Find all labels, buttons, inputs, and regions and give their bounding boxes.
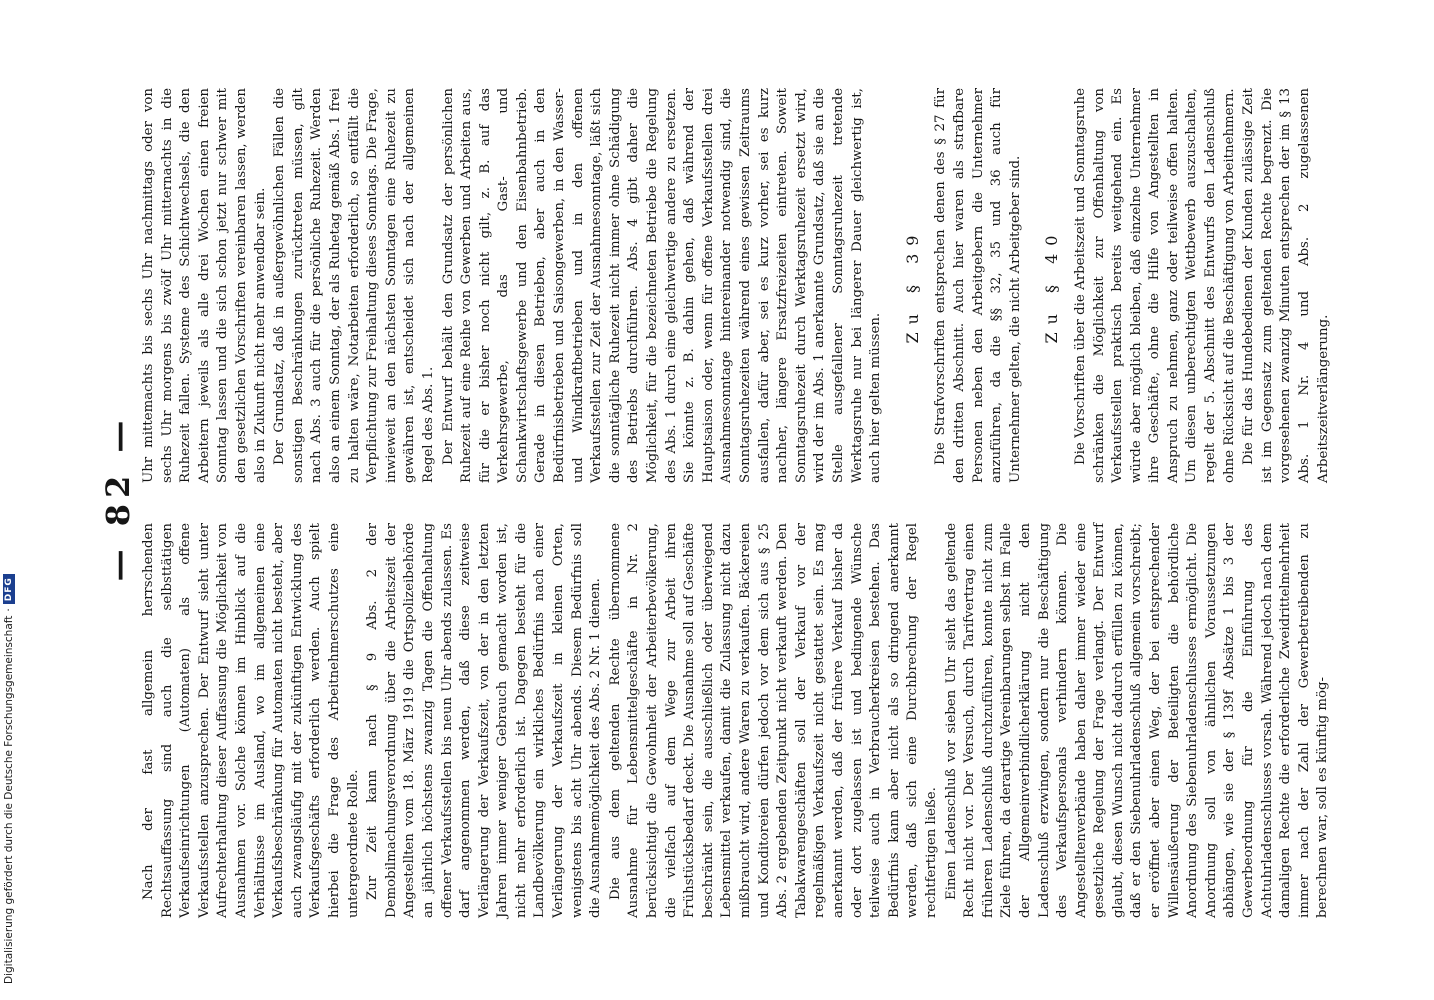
paragraph: Uhr mittemachts bis sechs Uhr nachmittags oder von sechs Uhr morgens bis zwölf Uhr mitternachts in die Ruhezeit fallen. Systeme des Schichtwechsels, die den Arbeitern jeweils als alle drei Wochen einen freien Sonntag lassen und die sich schon jetzt nur schwer mit den gesetzlichen Vorschriften vereinbaren lassen, werden also in Zukunft nicht mehr anwendbar sein. xyxy=(141,88,268,483)
paragraph: Nach der fast allgemein herrschenden Rechtsauffassung sind auch die selbsttätigen Verkaufseinrichtungen (Automaten) als offene Verkaufsstellen anzusprechen. Der Entwurf sieht unter Aufrechterhaltung dieser Auffassung die Möglichkeit von Ausnahmen vor. Solche können im Hinblick auf die Verhältnisse im Ausland, wo im allgemeinen eine Verkaufsbeschränkung für Automaten nicht besteht, aber auch zwangsläufig mit der zukünftigen Entwicklung des Verkaufsgeschäfts erforderlich werden. Auch spielt hierbei die Frage des Arbeitnehmerschutzes eine untergeordnete Rolle. xyxy=(141,523,361,918)
scanned-page xyxy=(100,78,1340,918)
credit-separator: · xyxy=(3,608,15,612)
section-heading: Zu § 39 xyxy=(902,227,922,344)
section-heading: Zu § 40 xyxy=(1042,227,1062,344)
digitization-credit xyxy=(0,284,18,984)
paragraph: Die aus dem geltenden Rechte übernommene Ausnahme für Lebensmittelgeschäfte in Nr. 2 berücksichtigt die Gewohnheit der Arbeiterbevölkerung, die vielfach auf dem Wege zur Arbeit ihren Frühstücksbedarf deckt. Die Ausnahme soll auf Geschäfte beschränkt sein, die ausschließlich oder überwiegend Lebensmittel verkaufen, damit die Zulassung nicht dazu mißbraucht wird, andere Waren zu verkaufen. Bäckereien und Konditoreien dürfen jedoch vor dem sich aus § 25 Abs. 2 ergebenden Zeitpunkt nicht verkauft werden. Den Tabakwarengeschäften soll der Verkauf vor der regelmäßigen Verkaufszeit nicht gestattet sein. Es mag anerkannt werden, daß der frühere Verkauf bisher da oder dort zugelassen ist und bedingende Wünsche teilweise auch in Verbraucherkreisen bestehen. Das Bedürfnis kann aber nicht als so dringend anerkannt werden, daß sich eine Durchbrechung der Regel rechtfertigen ließe. xyxy=(607,523,939,918)
paragraph: Der Grundsatz, daß in außergewöhnlichen Fällen die sonstigen Beschränkungen zurücktreten müssen, gilt nach Abs. 3 auch für die persönliche Ruhezeit. Werden also an einem Sonntag, der als Ruhetag gemäß Abs. 1 frei zu halten wäre, Notarbeiten erforderlich, so entfällt die Verpflichtung zur Freihaltung dieses Sonntags. Die Frage, inwieweit an den nächsten Sonntagen eine Ruhezeit zu gewähren ist, entscheidet sich nach der allgemeinen Regel des Abs. 1. xyxy=(272,88,436,483)
credit-text: Digitalisierung gefördert durch die Deutsche Forschungsgemeinschaft xyxy=(3,615,15,984)
paragraph: Einen Ladenschluß vor sieben Uhr sieht das geltende Recht nicht vor. Der Versuch, durch Tarifvertrag einen früheren Ladenschluß durchzuführen, konnte nicht zum Ziele führen, da derartige Vereinbarungen selbst im Falle der Allgemeinverbindlicherklärung nicht den Ladenschluß erzwingen, sondern nur die Beschäftigung des Verkaufspersonals verhindern können. Die Angestelltenverbände haben daher immer wieder eine gesetzliche Regelung der Frage verlangt. Der Entwurf glaubt, diesen Wunsch nicht dadurch erfüllen zu können, daß er den Siebenuhrladenschluß allgemein vorschreibt; er eröffnet aber einen Weg, der bei entsprechender Willensäußerung der Beteiligten die behördliche Anordnung des Siebenuhrladenschlusses ermöglicht. Die Anordnung soll von ähnlichen Voraussetzungen abhängen, wie sie der § 139f Absätze 1 bis 3 der Gewerbeordnung für die Einführung des Achtuhrladenschlusses vorsah. Während jedoch nach dem damaligen Rechte die erforderliche Zweidrittelmehrheit immer nach der Zahl der Gewerbetreibenden zu berechnen war, soll es künftig mög- xyxy=(943,523,1331,918)
paragraph: Der Entwurf behält den Grundsatz der persönlichen Ruhezeit auf eine Reihe von Gewerben und Arbeiten aus, für die er bisher noch nicht gilt, z. B. auf das Verkehrsgewerbe, das Gast- und Schankwirtschaftsgewerbe und den Eisenbahnbetrieb. Gerade in diesen Betrieben, aber auch in den Bedürfnisbetrieben und Saisongewerben, in den Wasser- und Windkraftbetrieben und in den offenen Verkaufsstellen zur Zeit der Ausnahmesonntage, läßt sich die sonntägliche Ruhezeit nicht immer ohne Schädigung des Betriebs durchführen. Abs. 4 gibt daher die Möglichkeit, für die bezeichneten Betriebe die Regelung des Abs. 1 durch eine gleichwertige andere zu ersetzen. Sie könnte z. B. dahin gehen, daß während der Hauptsaison oder, wenn für offene Verkaufsstellen drei Ausnahmesonntage hintereinander notwendig sind, die Sonntagsruhezeiten während eines gewissen Zeitraums ausfallen, dafür aber, sei es kurz vorher, sei es kurz nachher, längere Ersatzfreizeiten eintreten. Soweit Sonntagsruhezeit durch Werktagsruhezeit ersetzt wird, wird der im Abs. 1 anerkannte Grundsatz, daß sie an die Stelle ausgefallener Sonntagsruhezeit tretende Werktagsruhe nur bei längerer Dauer gleichwertig ist, auch hier gelten müssen. xyxy=(440,88,884,483)
right-column xyxy=(140,88,1331,483)
page-number: — 82 — xyxy=(99,414,137,582)
paragraph: Die Vorschriften über die Arbeitszeit und Sonntagsruhe schränken die Möglichkeit zur Offenhaltung von Verkaufsstellen praktisch bereits weitgehend ein. Es würde aber möglich bleiben, daß einzelne Unternehmer ihre Geschäfte, ohne die Hilfe von Angestellten in Anspruch zu nehmen, ganz oder teilweise offen halten. Um diesen unberechtigten Wettbewerb auszuschalten, regelt der 5. Abschnitt des Entwurfs den Ladenschluß ohne Rücksicht auf die Beschäftigung von Arbeitnehmern. xyxy=(1072,88,1237,483)
paragraph: Zur Zeit kann nach § 9 Abs. 2 der Demobilmachungsverordnung über die Arbeitszeit der Angestellten vom 18. März 1919 die Ortspolizeibehörde an jährlich höchstens zwanzig Tagen die Offenhaltung offener Verkaufsstellen bis neun Uhr abends zulassen. Es darf angenommen werden, daß diese zeitweise Verlängerung der Verkaufszeit, von der in den letzten Jahren immer weniger Gebrauch gemacht worden ist, nicht mehr erforderlich ist. Dagegen besteht für die Landbevölkerung ein wirkliches Bedürfnis nach einer Verlängerung der Verkaufszeit in kleinen Orten, wenigstens bis acht Uhr abends. Diesem Bedürfnis soll die Ausnahmemöglichkeit des Abs. 2 Nr. 1 dienen. xyxy=(365,523,604,918)
paragraph: Die Strafvorschriften entsprechen denen des § 27 für den dritten Abschnitt. Auch hier waren als strafbare Personen neben den Arbeitgebern die Unternehmer anzuführen, da die §§ 32, 35 und 36 auch für Unternehmer gelten, die nicht Arbeitgeber sind. xyxy=(933,88,1023,483)
left-column xyxy=(140,523,1331,918)
dfg-logo-icon: DFG xyxy=(3,574,15,604)
paragraph: Die für das Hundebedienen der Kunden zulässige Zeit ist im Gegensatz zum geltenden Rechte begrenzt. Die vorgesehenen zwanzig Minuten entsprechen der im § 13 Abs. 1 Nr. 4 und Abs. 2 zugelassenen Arbeitszeitverlängerung. xyxy=(1241,88,1331,483)
rotated-page xyxy=(100,78,1340,918)
